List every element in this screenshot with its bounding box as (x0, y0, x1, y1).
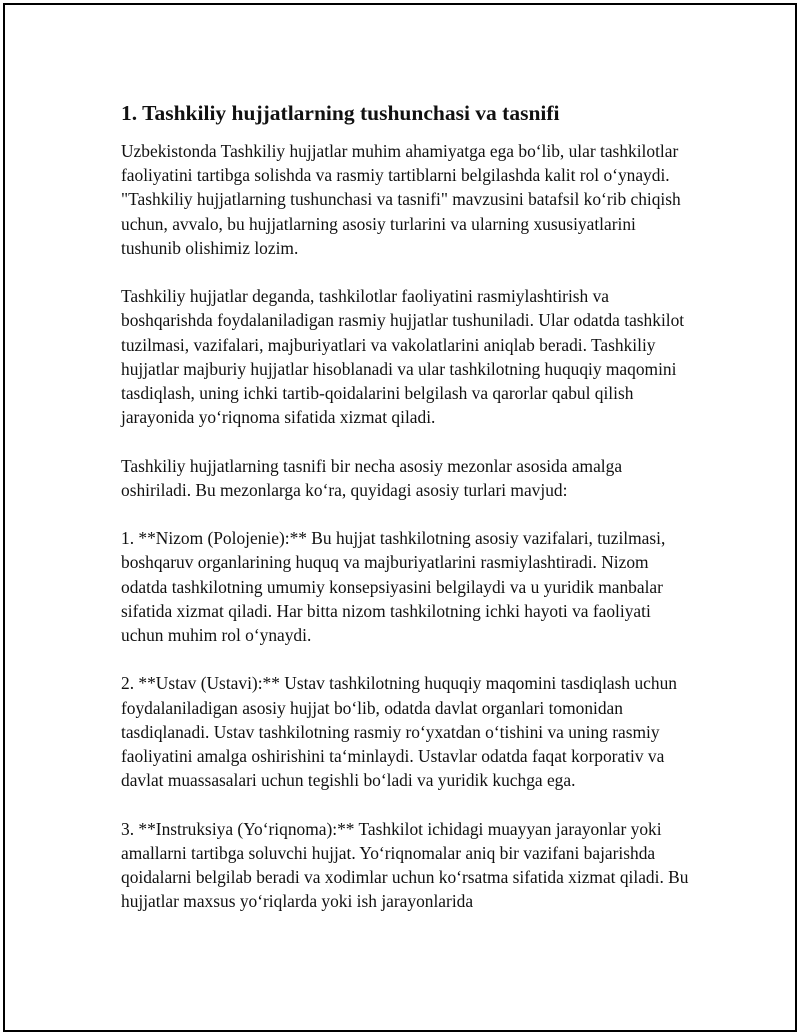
page-frame (3, 3, 797, 1032)
paragraph-definition: Tashkiliy hujjatlar deganda, tashkilotlar faoliyatini rasmiylashtirish va boshqarishda foydalaniladigan rasmiy hujjatlar tushuniladi. Ular odatda tashkilot tuzilmasi, vazifalari, majburiyatlari va vakolatlarini aniqlab beradi. Tashkiliy hujjatlar majburiy hujjatlar hisoblanadi va ular tashkilotning huquqiy maqomini tasdiqlash, uning ichki tartib-qoidalarini belgilash va qarorlar qabul qilish jarayonida yo‘riqnoma sifatida xizmat qiladi. (121, 286, 685, 428)
paragraph-classification: Tashkiliy hujjatlarning tasnifi bir necha asosiy mezonlar asosida amalga oshiriladi. Bu mezonlarga ko‘ra, quyidagi asosiy turlari mavjud: (121, 455, 623, 500)
paragraph-intro: Uzbekistonda Tashkiliy hujjatlar muhim ahamiyatga ega bo‘lib, ular tashkilotlar faoliyatini tartibga solishda va rasmiy tartiblarni belgilashda kalit rol o‘ynaydi. "Tashkiliy hujjatlarning tushunchasi va tasnifi" mavzusini batafsil ko‘rib chiqish uchun, avvalo, bu hujjatlarning asosiy turlarini va ularning xususiyatlarini tushunib olishimiz lozim. (121, 141, 681, 258)
document-heading: 1. Tashkiliy hujjatlarning tushunchasi va tasnifi (121, 101, 560, 125)
document-body (121, 98, 695, 938)
paragraph-nizom: 1. **Nizom (Polojenie):** Bu hujjat tashkilotning asosiy vazifalari, tuzilmasi, boshqaruv organlarining huquq va majburiyatlarini rasmiylashtiradi. Nizom odatda tashkilotning umumiy konsepsiyasini belgilaydi va u yuridik manbalar sifatida xizmat qiladi. Har bitta nizom tashkilotning ichki hayoti va faoliyati uchun muhim rol o‘ynaydi. (121, 528, 666, 646)
paragraph-instruksiya: 3. **Instruksiya (Yo‘riqnoma):** Tashkilot ichidagi muayyan jarayonlar yoki amallarni tartibga soluvchi hujjat. Yo‘riqnomalar aniq bir vazifani bajarishda qoidalarni belgilab beradi va xodimlar uchun ko‘rsatma sifatida xizmat qiladi. Bu hujjatlar maxsus yo‘riqlarda yoki ish jarayonlarida (121, 818, 689, 912)
paragraph-ustav: 2. **Ustav (Ustavi):** Ustav tashkilotning huquqiy maqomini tasdiqlash uchun foydalaniladigan asosiy hujjat bo‘lib, odatda davlat organlari tomonidan tasdiqlanadi. Ustav tashkilotning rasmiy ro‘yxatdan o‘tishini va uning rasmiy faoliyatini amalga oshirishini ta‘minlaydi. Ustavlar odatda faqat korporativ va davlat muassasalari uchun tegishli bo‘ladi va yuridik kuchga ega. (121, 673, 677, 791)
